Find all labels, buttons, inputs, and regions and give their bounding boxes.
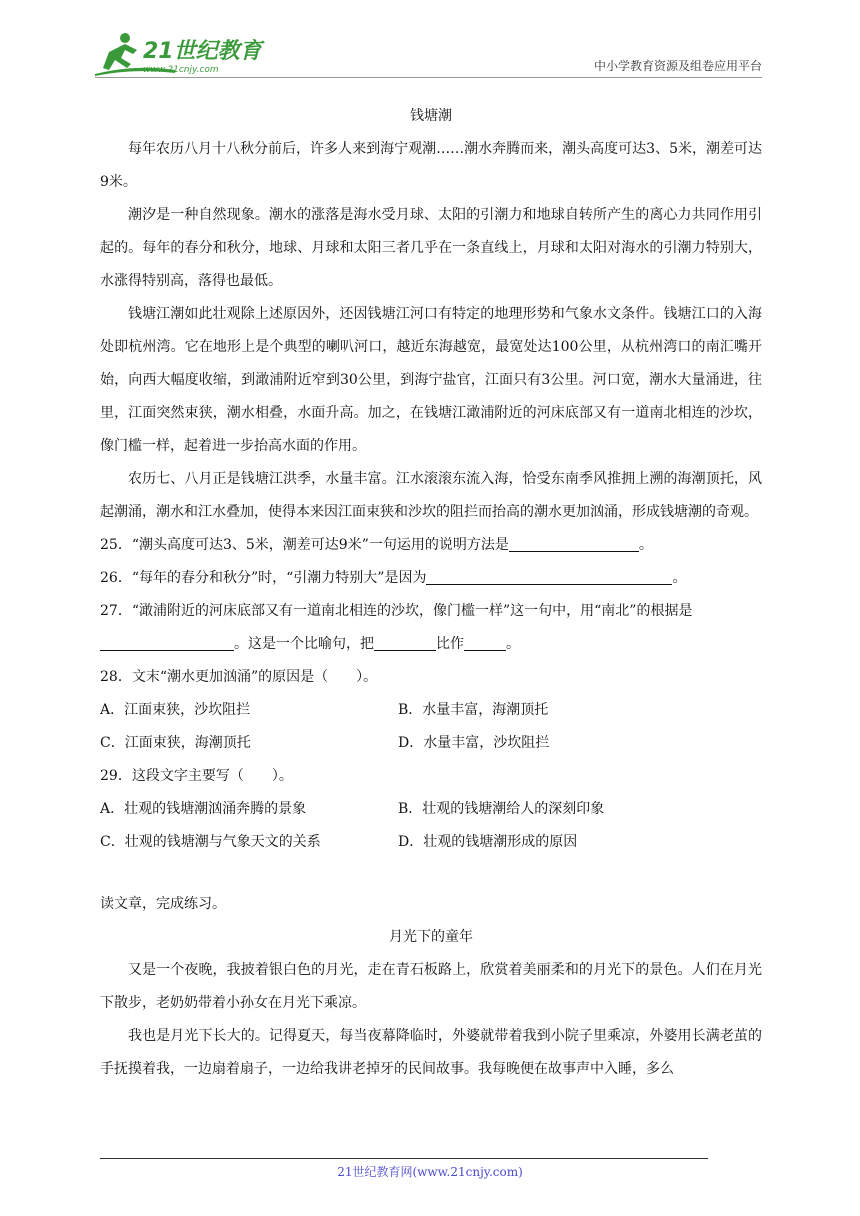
logo-21cnjy xyxy=(95,30,265,76)
question-28 xyxy=(100,661,762,760)
header-divider xyxy=(95,77,762,78)
page-header xyxy=(95,30,762,78)
option-a[interactable]: A．壮观的钱塘潮汹涌奔腾的景象 xyxy=(100,801,307,817)
platform-name: 中小学教育资源及组卷应用平台 xyxy=(593,59,762,73)
section-instruction: 读文章，完成练习。 xyxy=(100,896,226,912)
answer-blank[interactable] xyxy=(374,634,436,651)
passage2-paragraph: 我也是月光下长大的。记得夏天，每当夜幕降临时，外婆就带着我到小院子里乘凉，外婆用长满老茧的手抚摸着我，一边扇着扇子，一边给我讲老掉牙的民间故事。我每晚便在故事声中入睡，多么 xyxy=(100,1028,762,1077)
option-a[interactable]: A．江面束狭，沙坎阻拦 xyxy=(100,702,251,718)
svg-text:21世纪教育: 21世纪教育 xyxy=(143,39,262,64)
question-25: 25．“潮头高度可达3、5米，潮差可达9米”一句运用的说明方法是 。 xyxy=(100,537,653,553)
passage1-paragraph: 每年农历八月十八秋分前后，许多人来到海宁观潮……潮水奔腾而来，潮头高度可达3、5米，潮差可达9米。 xyxy=(100,141,762,190)
question-stem: 28．文末“潮水更加汹涌”的原因是（ ）。 xyxy=(100,669,378,685)
passage1-title: 钱塘潮 xyxy=(410,108,452,124)
passage1-paragraph: 潮汐是一种自然现象。潮水的涨落是海水受月球、太阳的引潮力和地球自转所产生的离心力共同作用引起的。每年的春分和秋分，地球、月球和太阳三者几乎在一条直线上，月球和太阳对海水的引潮力特别大，水涨得特别高，落得也最低。 xyxy=(100,207,762,289)
footer-divider xyxy=(100,1158,708,1159)
passage2-title: 月光下的童年 xyxy=(389,929,473,945)
option-b[interactable]: B．壮观的钱塘潮给人的深刻印象 xyxy=(398,801,605,817)
answer-blank[interactable] xyxy=(509,535,639,552)
answer-blank[interactable] xyxy=(426,568,672,585)
option-c[interactable]: C．江面束狭，海潮顶托 xyxy=(100,735,251,751)
footer-source[interactable]: 21世纪教育网(www.21cnjy.com) xyxy=(337,1165,523,1179)
question-29 xyxy=(100,760,762,859)
svg-text:www.21cnjy.com: www.21cnjy.com xyxy=(143,65,219,75)
passage2-paragraph: 又是一个夜晚，我披着银白色的月光，走在青石板路上，欣赏着美丽柔和的月光下的景色。人们在月光下散步，老奶奶带着小孙女在月光下乘凉。 xyxy=(100,962,762,1011)
passage1-paragraph: 钱塘江潮如此壮观除上述原因外，还因钱塘江河口有特定的地理形势和气象水文条件。钱塘江口的入海处即杭州湾。它在地形上是个典型的喇叭河口，越近东海越宽，最宽处达100公里，从杭州湾口的南汇嘴开始，向西大幅度收缩，到澉浦附近窄到30公里，到海宁盐官，江面只有3公里。河口宽，潮水大量涌进，往里，江面突然束狭，潮水相叠，水面升高。加之，在钱塘江澉浦附近的河床底部又有一道南北相连的沙坎，像门槛一样，起着进一步抬高水面的作用。 xyxy=(100,306,762,454)
question-26: 26．“每年的春分和秋分”时，“引潮力特别大”是因为 。 xyxy=(100,570,687,586)
question-stem: 29．这段文字主要写（ ）。 xyxy=(100,768,293,784)
passage1-paragraph: 农历七、八月正是钱塘江洪季，水量丰富。江水滚滚东流入海，恰受东南季风推拥上溯的海潮顶托，风起潮涌，潮水和江水叠加，使得本来因江面束狭和沙坎的阻拦而抬高的潮水更加汹涌，形成钱塘潮的奇观。 xyxy=(100,471,762,520)
answer-blank[interactable] xyxy=(464,634,506,651)
document-body xyxy=(100,100,762,1086)
option-d[interactable]: D．水量丰富，沙坎阻拦 xyxy=(398,735,550,751)
answer-blank[interactable] xyxy=(100,634,234,651)
option-b[interactable]: B．水量丰富，海潮顶托 xyxy=(398,702,549,718)
option-c[interactable]: C．壮观的钱塘潮与气象天文的关系 xyxy=(100,834,321,850)
option-d[interactable]: D．壮观的钱塘潮形成的原因 xyxy=(398,834,578,850)
question-27: 27．“澉浦附近的河床底部又有一道南北相连的沙坎，像门槛一样”这一句中，用“南北”的根据是 。这是一个比喻句，把 比作 。 xyxy=(100,603,693,652)
